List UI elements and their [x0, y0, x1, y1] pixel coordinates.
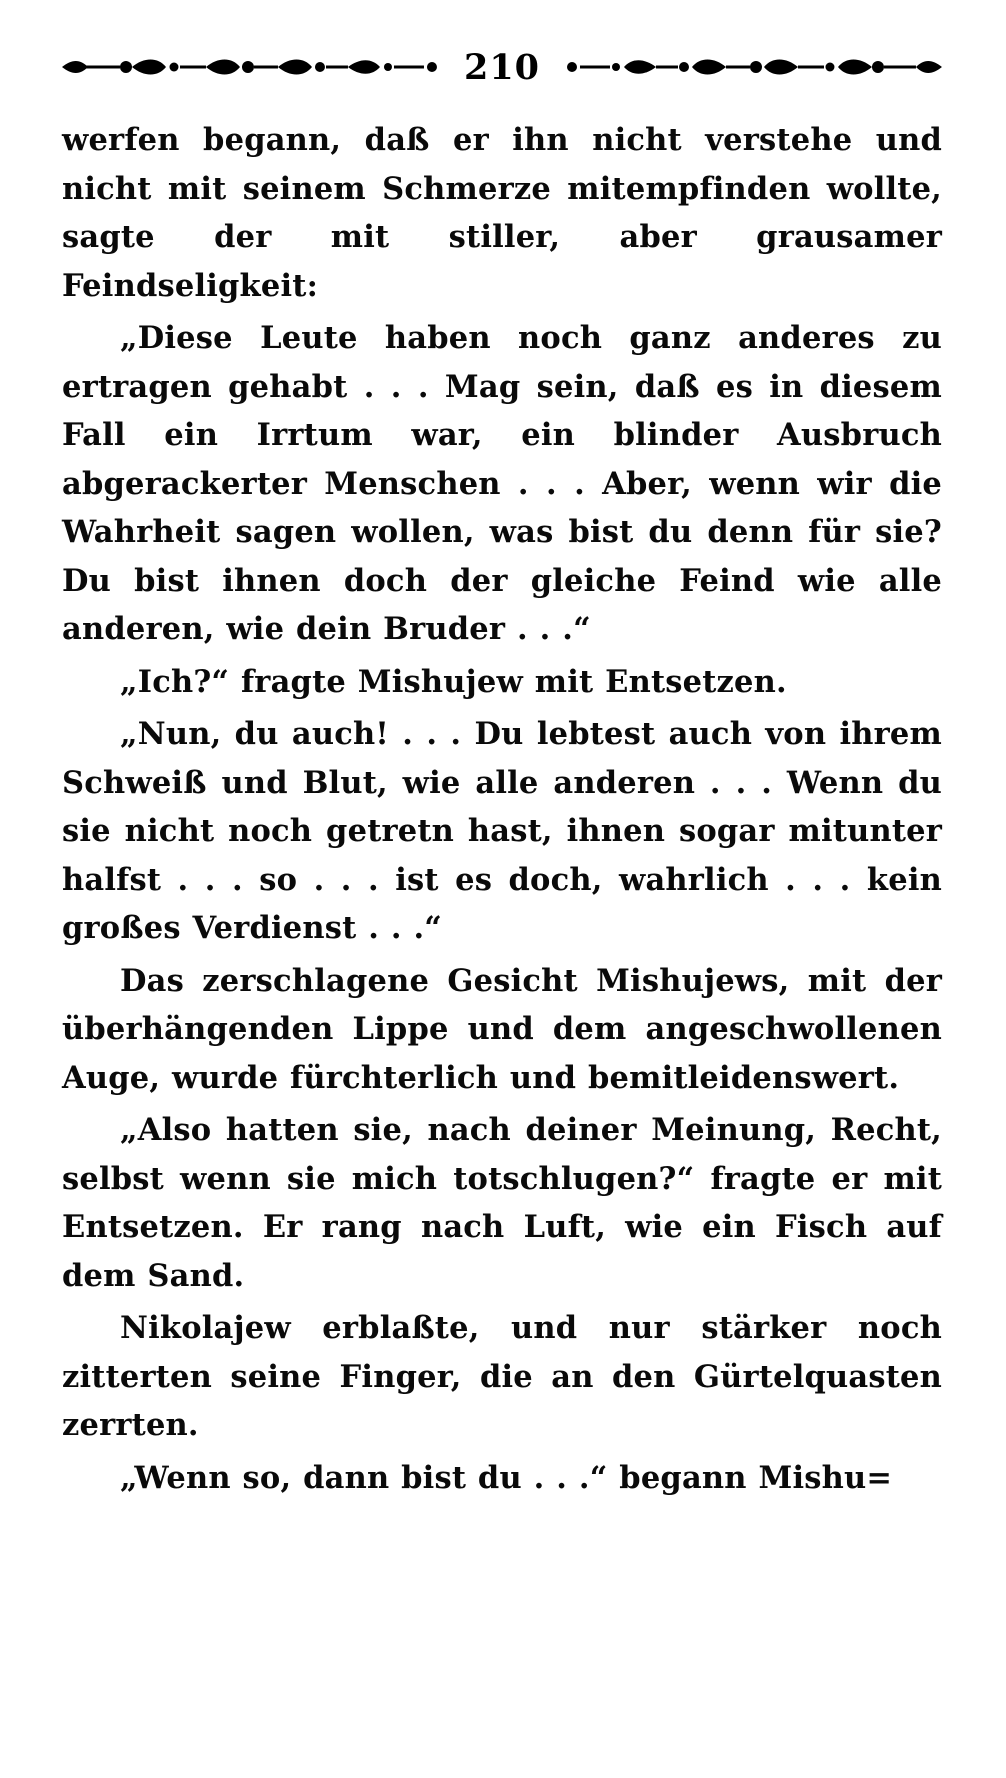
paragraph: „Ich?“ fragte Mishujew mit Entsetzen. — [120, 663, 787, 700]
paragraph: werfen begann, daß er ihn nicht verstehe und nicht mit seinem Schmerze mitempfinden wollte, sagte der mit stiller, aber grausamer Feindseligkeit: — [62, 122, 942, 304]
page-header — [62, 44, 942, 90]
paragraph: Das zerschlagene Gesicht Mishujews, mit der überhängenden Lippe und dem angeschwollenen Auge, wurde fürchterlich und bemitleidenswert. — [62, 962, 942, 1096]
paragraph: „Wenn so, dann bist du . . .“ begann Mishu= — [120, 1459, 893, 1496]
paragraph: „Also hatten sie, nach deiner Meinung, Recht, selbst wenn sie mich totschlugen?“ fragte er mit Entsetzen. Er rang nach Luft, wie ein Fisch auf dem Sand. — [62, 1112, 942, 1294]
ornament-flourish-left-icon — [62, 55, 442, 79]
page-body — [62, 116, 942, 1502]
paragraph: „Diese Leute haben noch ganz anderes zu ertragen gehabt . . . Mag sein, daß es in diesem Fall ein Irrtum war, ein blinder Ausbruch abgerackerter Menschen . . . Aber, wenn wir die Wahrheit sagen wollen, was bist du denn für sie? Du bist ihnen doch der gleiche Feind wie alle anderen, wie dein Bruder . . .“ — [62, 320, 942, 647]
ornament-flourish-right-icon — [562, 55, 942, 79]
page-number: 210 — [463, 46, 541, 88]
paragraph: „Nun, du auch! . . . Du lebtest auch von ihrem Schweiß und Blut, wie alle anderen . . . Wenn du sie nicht noch getretn hast, ihnen sogar mitunter halfst . . . so . . . ist es doch, wahrlich . . . kein großes Verdienst . . .“ — [62, 716, 942, 946]
paragraph: Nikolajew erblaßte, und nur stärker noch zitterten seine Finger, die an den Gürtelquasten zerrten. — [62, 1310, 942, 1443]
